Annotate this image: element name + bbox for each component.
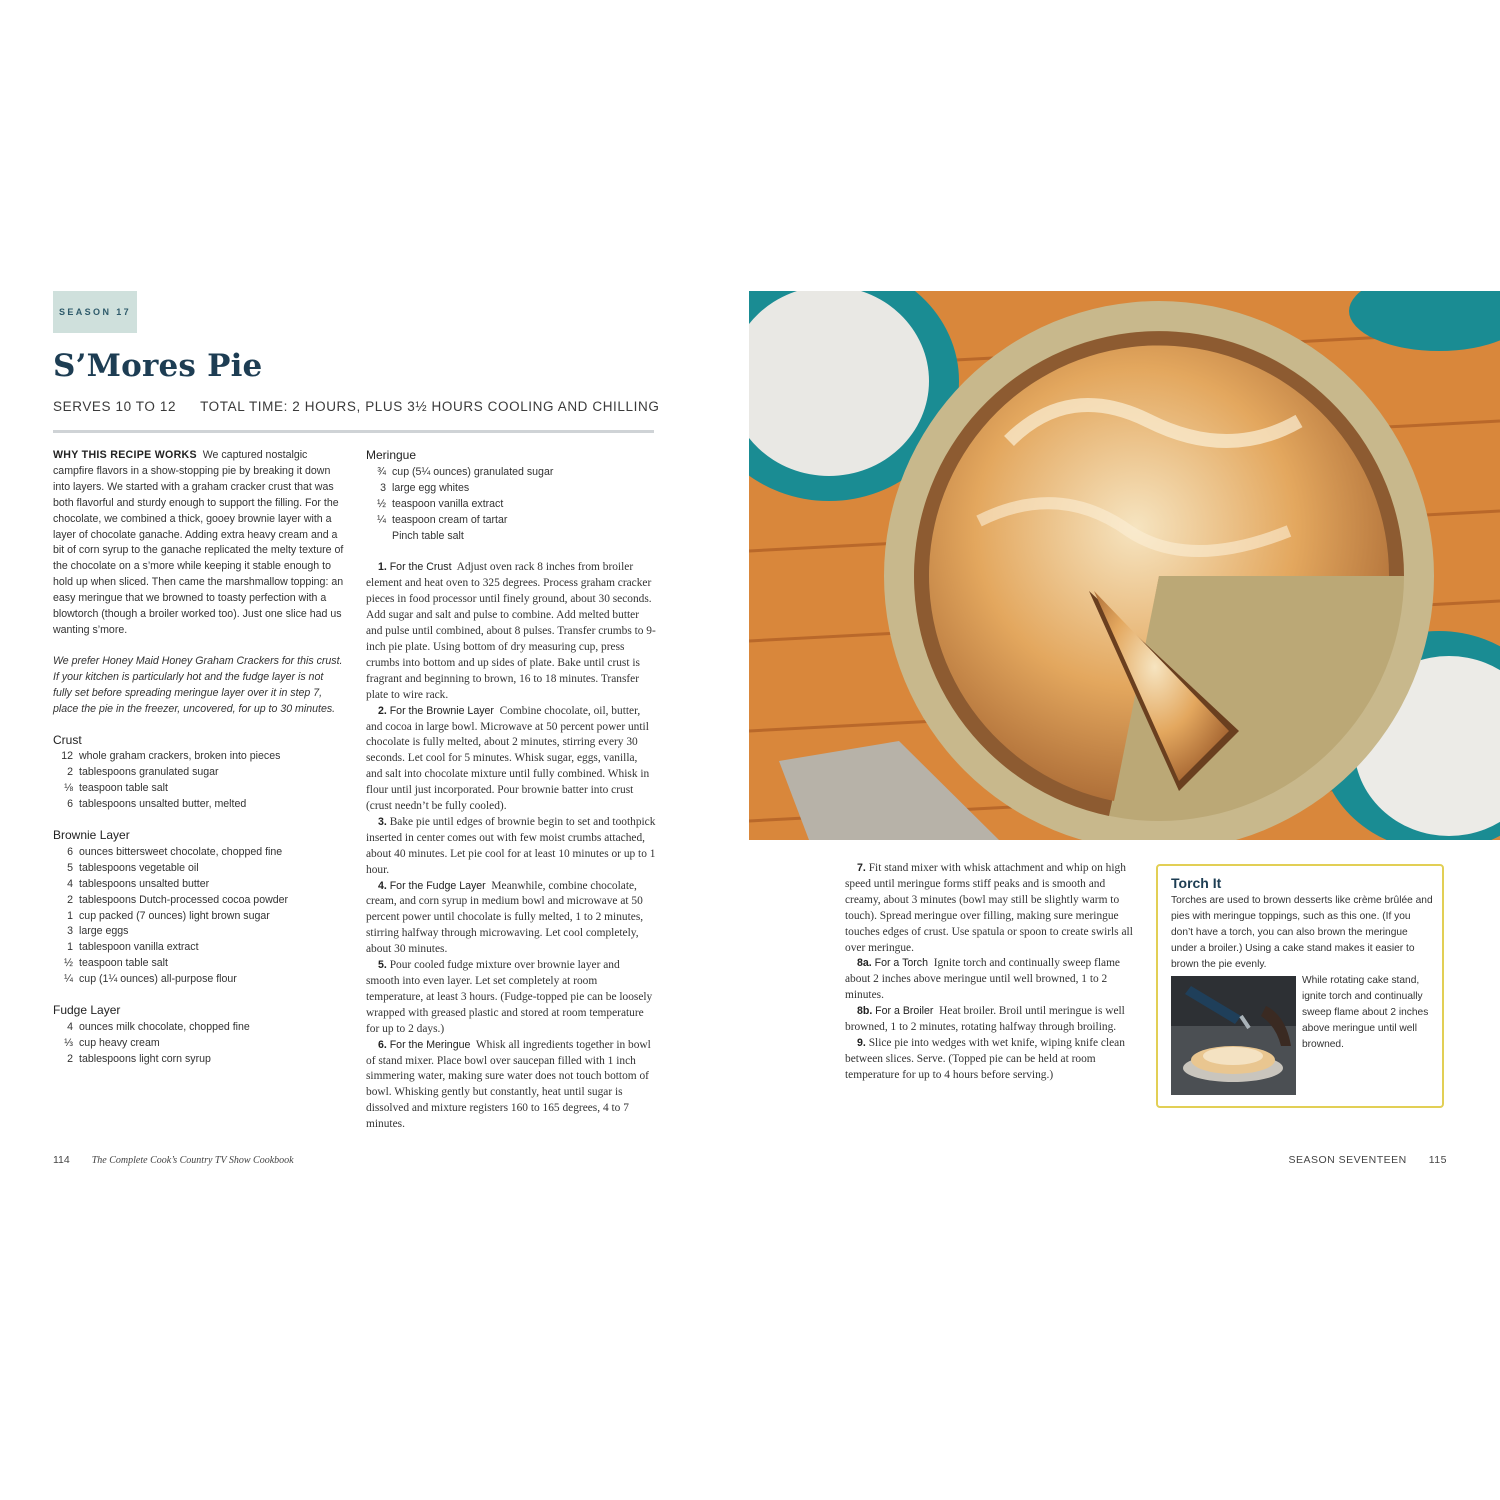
ingredient-quantity: 4 [67,877,73,890]
ingredient-row [53,956,345,972]
method-step [366,1038,656,1133]
ingredient-quantity: 1 [67,941,73,954]
ingredient-row [53,1052,345,1068]
step-heading: For the Fudge Layer [389,879,486,892]
step-body: Whisk all ingredients together in bowl of stand mixer. Place bowl over saucepan filled with 1 inch simmering water, making sure water does not touch bottom of bowl. Whisking gently but constantly, heat until sugar is dissolved and mixture registers 160 to 165 degrees, 4 to 7 minutes. [366,1038,651,1131]
method-step [845,956,1135,1004]
ingredient-row [53,861,345,877]
step-body: Combine chocolate, oil, butter, and cocoa in large bowl. Microwave at 50 percent power until chocolate is fully melted, about 2 minutes, stirring every 30 seconds. Let cool for 5 minutes. Whisk sugar, eggs, vanilla, and salt into chocolate mixture until fully combined. Whisk in flour until just incorporated. Pour brownie batter into crust (crust needn’t be fully cooled). [366,704,650,813]
ingredient-quantity: ¾ [377,465,386,478]
ingredient-quantity: ¼ [64,973,73,986]
ingredient-text: tablespoon vanilla extract [79,941,199,954]
ingredient-quantity: ½ [377,497,386,510]
ingredient-row [53,1036,345,1052]
ingredient-row [53,893,345,909]
ingredient-text: ounces bittersweet chocolate, chopped fine [79,845,283,858]
method-steps-7-9 [845,861,1135,1084]
step-body: Meanwhile, combine chocolate, cream, and corn syrup in medium bowl and microwave at 50 percent power until chocolate is fully melted, 1 to 2 minutes, stirring halfway through microwaving. Let cool completely, about 30 minutes. [366,879,644,956]
ingredient-text: cup packed (7 ounces) light brown sugar [79,909,270,922]
method-step [845,1036,1135,1084]
ingredient-row [366,481,656,497]
ingredient-row [53,749,345,765]
ingredient-row [53,845,345,861]
why-body: We captured nostalgic campfire flavors in a show-stopping pie by breaking it down into layers. We started with a graham cracker crust that was both flavorful and sturdy enough to support the filling. For the chocolate, we combined a thick, gooey brownie layer with a layer of chocolate ganache. Adding extra heavy cream and a bit of corn syrup to the ganache replicated the melty texture of the chocolate on a s’more while keeping it stable enough to hold up when sliced. Then came the marshmallow topping: an easy meringue that we browned to toasty perfection with a blowtorch (though a broiler worked too). Just one slice had us wanting s’more. [53,449,344,636]
step-heading: For the Crust [389,561,452,574]
ingredient-text: cup heavy cream [79,1036,160,1049]
meringue-ingredients [366,465,656,545]
ingredient-quantity: 6 [67,845,73,858]
method-step [845,861,1135,956]
torch-illustration [1171,976,1296,1095]
ingredient-row [53,909,345,925]
footer-left [53,1154,294,1166]
ingredient-text: tablespoons Dutch-processed cocoa powder [79,893,289,906]
ingredient-text: cup (1¼ ounces) all-purpose flour [79,973,237,986]
step-heading: For the Meringue [389,1038,471,1051]
ingredient-quantity: ½ [64,957,73,970]
ingredient-text: ounces milk chocolate, chopped fine [79,1021,250,1033]
torch-photo [1171,976,1296,1095]
step-number: 7. [857,862,866,874]
step-number: 3. [378,815,387,828]
torch-heading: Torch It [1171,875,1222,891]
fudge-heading: Fudge Layer [53,1003,121,1018]
ingredient-text: teaspoon table salt [79,782,168,795]
ingredient-quantity: 4 [67,1021,73,1033]
recipe-meta [53,399,659,414]
middle-column [366,448,656,1133]
page-number-left: 114 [53,1154,70,1166]
ingredient-quantity: 1 [67,909,73,922]
ingredient-text: teaspoon vanilla extract [392,497,504,510]
total-time-text: TOTAL TIME: 2 HOURS, PLUS 3½ HOURS COOLING AND CHILLING [200,399,660,414]
ingredient-row [53,940,345,956]
step-number: 4. [378,879,387,892]
method-step [366,958,656,1038]
ingredient-row [53,877,345,893]
step-body: Slice pie into wedges with wet knife, wiping knife clean between slices. Serve. (Topped pie can be held at room temperature for up to 4 hours before serving.) [845,1036,1125,1081]
method-steps-1-6 [366,560,656,1133]
season-badge: SEASON 17 [53,291,137,333]
why-heading: WHY THIS RECIPE WORKS [53,449,197,461]
ingredient-text: tablespoons vegetable oil [79,861,199,874]
step-body: Bake pie until edges of brownie begin to set and toothpick inserted in center comes out with few moist crumbs attached, about 40 minutes. Let pie cool for at least 10 minutes or up to 1 hour. [366,815,656,876]
pie-photo [749,291,1500,840]
method-step [366,815,656,879]
ingredient-quantity: 2 [67,893,73,906]
recipe-note: We prefer Honey Maid Honey Graham Crackers for this crust. If your kitchen is particularly hot and the fudge layer is not fully set before spreading meringue layer over it in step 7, place the pie in the freezer, uncovered, for up to 30 minutes. [53,654,343,715]
ingredient-text: teaspoon table salt [79,957,168,970]
recipe-title: S’Mores Pie [53,348,263,384]
ingredient-row [53,972,345,988]
step-body: Adjust oven rack 8 inches from broiler element and heat oven to 325 degrees. Process graham cracker pieces in food processor until finely ground, about 30 seconds. Add sugar and salt and pulse to combine. Add melted butter and pulse until combined, about 8 pulses. Transfer crumbs to 9-inch pie plate. Using bottom of dry measuring cup, press crumbs into bottom and up sides of plate. Bake until crust is fragrant and beginning to brown, 16 to 18 minutes. Transfer plate to wire rack. [366,561,656,701]
ingredient-row [53,781,345,797]
step-number: 8a. [857,957,872,970]
step-number: 8b. [857,1005,873,1018]
ingredient-text: cup (5¼ ounces) granulated sugar [392,465,554,478]
ingredient-quantity: 3 [380,481,386,494]
crust-heading: Crust [53,732,82,747]
ingredient-quantity: 2 [67,766,73,779]
why-paragraph [53,448,345,639]
ingredient-quantity: 3 [67,925,73,938]
brownie-ingredients [53,845,345,988]
ingredient-text: teaspoon cream of tartar [392,513,508,526]
pie-illustration [749,291,1500,840]
crust-ingredients [53,749,345,813]
serves-text: SERVES 10 TO 12 [53,399,177,414]
fudge-ingredients [53,1020,345,1068]
ingredient-row [366,497,656,513]
torch-caption: While rotating cake stand, ignite torch and continually sweep flame about 2 inches above meringue until well browned. [1302,975,1429,1050]
step-body: Fit stand mixer with whisk attachment and whip on high speed until meringue forms stiff peaks and is smooth and creamy, about 3 minutes (bowl may still be slightly warm to touch). Spread meringue over filling, making sure meringue touches edges of crust. Use spatula or spoon to create swirls all over meringue. [845,862,1133,954]
ingredient-text: Pinch table salt [392,529,464,542]
method-step [366,704,656,815]
ingredient-quantity: 6 [67,798,73,811]
step-number: 2. [378,704,387,717]
ingredient-quantity: 2 [67,1052,73,1065]
brownie-heading: Brownie Layer [53,828,130,843]
method-step [366,879,656,959]
step-number: 1. [378,561,387,574]
page-number-right: 115 [1428,1154,1447,1166]
ingredient-row [53,1020,345,1036]
ingredient-quantity: ⅓ [64,1036,73,1049]
ingredient-text: large eggs [79,925,129,938]
ingredient-quantity: ⅛ [64,782,73,795]
ingredient-text: tablespoons unsalted butter [79,877,210,890]
method-step [366,560,656,703]
book-title: The Complete Cook’s Country TV Show Cookbook [91,1155,294,1166]
step-body: Pour cooled fudge mixture over brownie layer and smooth into even layer. Let set completely at room temperature, at least 3 hours. (Fudge-topped pie can be loosely wrapped with greased plastic and stored at room temperature for up to 2 days.) [366,959,653,1035]
step-heading: For the Brownie Layer [389,704,494,717]
ingredient-row [53,924,345,940]
footer-right [1288,1154,1447,1166]
header-rule [53,430,654,433]
ingredient-quantity: ¼ [377,513,386,526]
step-body: Heat broiler. Broil until meringue is well browned, 1 to 2 minutes, rotating halfway through broiling. [845,1005,1125,1034]
method-step [845,1004,1135,1036]
ingredient-quantity: 5 [67,861,73,874]
step-number: 5. [378,959,387,972]
ingredient-row [53,797,345,813]
ingredient-text: tablespoons granulated sugar [79,766,219,779]
meringue-heading: Meringue [366,448,417,462]
ingredient-row [366,529,656,545]
ingredient-row [366,513,656,529]
ingredient-quantity: 12 [61,750,73,763]
ingredient-text: tablespoons light corn syrup [79,1052,211,1065]
ingredient-text: tablespoons unsalted butter, melted [79,798,247,811]
torch-body: Torches are used to brown desserts like crème brûlée and pies with meringue toppings, such as this one. (If you don’t have a torch, you can also brown the meringue under a broiler.) Using a cake stand makes it easier to brown the pie evenly. [1171,895,1433,970]
step-number: 9. [857,1036,866,1049]
section-title: SEASON SEVENTEEN [1288,1154,1407,1166]
ingredient-text: large egg whites [392,481,470,494]
step-heading: For a Torch [874,957,928,970]
ingredient-text: whole graham crackers, broken into pieces [79,750,281,763]
ingredient-quantity [366,529,386,545]
step-number: 6. [378,1038,387,1051]
step-heading: For a Broiler [875,1005,934,1018]
step-body: Ignite torch and continually sweep flame about 2 inches above meringue until well browned, 1 to 2 minutes. [845,957,1120,1002]
ingredient-row [53,765,345,781]
left-column [53,448,345,1068]
ingredient-row [366,465,656,481]
